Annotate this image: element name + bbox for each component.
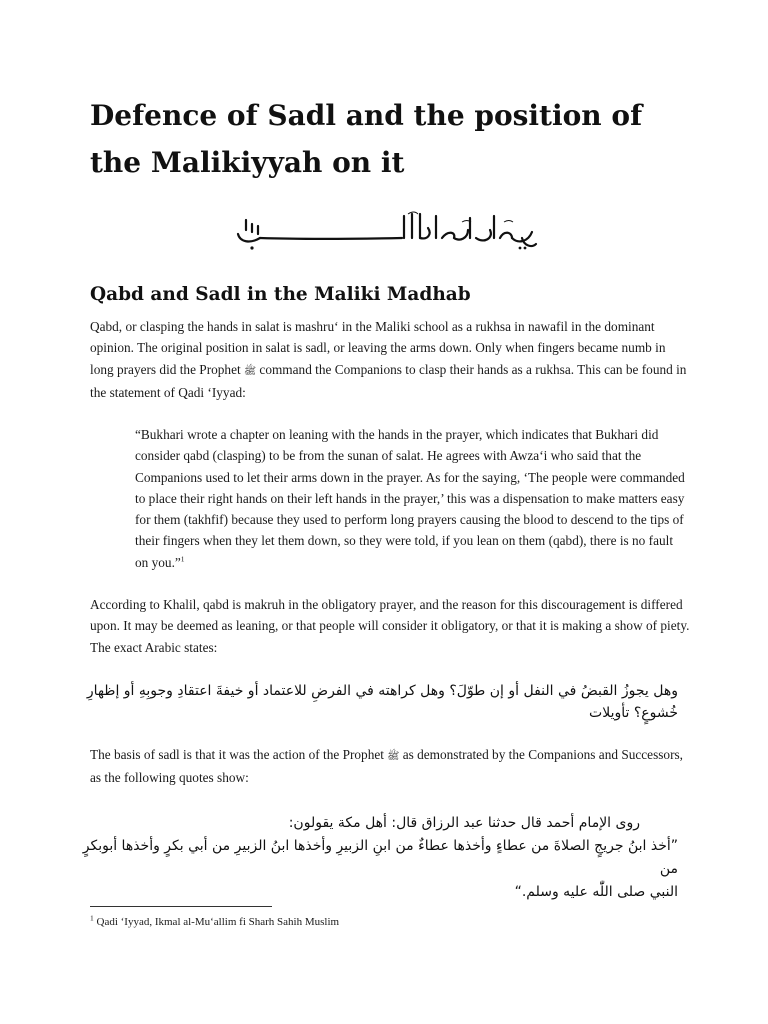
basmala-calligraphy-icon	[232, 208, 538, 252]
arabic-quote-line: روى الإمام أحمد قال حدثنا عبد الرزاق قال: أهل مكة يقولون:	[288, 815, 640, 831]
basmala-calligraphy	[232, 208, 538, 252]
paragraph-text: command the Companions to clasp their hands as a rukhsa. This can be found in the statement of Qadi ‘Iyyad:	[90, 361, 687, 400]
arabic-text-khalil: وهل يجوزُ القبضُ في النفل أو إن طوّلَ؟ وهل كراهته في الفرضِ للاعتماد أو خيفةَ اعتقادِ وجوبِهِ أو إظهارِ خُشوعٍ؟ تأويلات	[86, 683, 678, 721]
footnote-reference: 1	[180, 554, 185, 564]
quote-text: “Bukhari wrote a chapter on leaning with the hands in the prayer, which indicates that Bukhari did consider qabd (clasping) to be from the sunan of salat. He agrees with Awza‘i who said that the Companions used to let their arms down in the prayer. As for the saying, ‘The people were commanded to place their right hands on their left hands in the prayer,’ this was a dispensation to make matters easy for them (takhfif) because they used to perform long prayers causing the blood to descend to the tips of their fingers when they let them down, so they were told, if you lean on them (qabd), there is no fault on you.”	[135, 427, 685, 570]
section-heading: Qabd and Sadl in the Maliki Madhab	[90, 284, 471, 305]
paragraph-text: The basis of sadl is that it was the action of the Prophet	[90, 747, 388, 762]
arabic-quote-ahmad	[80, 812, 678, 904]
footnote-text: Qadi ‘Iyyad, Ikmal al-Mu‘allim fi Sharh Sahih Muslim	[96, 916, 340, 928]
footnote-divider	[90, 906, 272, 907]
footnote	[90, 914, 690, 930]
footnote-number: 1	[90, 913, 94, 923]
paragraph-text: as demonstrated by the Companions and Successors, as the following quotes show:	[90, 747, 683, 786]
honorific-glyph: ﷺ	[244, 365, 257, 377]
honorific-glyph: ﷺ	[387, 751, 400, 762]
page-title: Defence of Sadl and the position of the Malikiyyah on it	[90, 99, 643, 179]
paragraph-sadl-basis	[90, 744, 690, 789]
paragraph-text: Qabd, or clasping the hands in salat is mashru‘ in the Maliki school as a rukhsa in nawafil in the dominant opinion. The original position in salat is sadl, or leaving the arms down. Only when fingers became numb in long prayers did the Prophet	[90, 319, 666, 377]
arabic-quote-line: ”أخذ ابنُ جريجٍ الصلاةَ من عطاءٍ وأخذها عطاءٌ من ابنِ الزبيرِ وأخذها ابنُ الزبيرِ من أبي بكرٍ وأخذها أبوبكرٍ من	[82, 838, 678, 877]
block-quote-qadi-iyyad	[135, 424, 687, 573]
paragraph-khalil: According to Khalil, qabd is makruh in the obligatory prayer, and the reason for this discouragement is differed upon. It may be deemed as leaning, or that people will consider it obligatory, or that it is making a show of piety. The exact Arabic states:	[90, 597, 690, 655]
arabic-quote-line: النبي صلى اللّٰه عليه وسلم.“	[514, 884, 678, 900]
paragraph-qabd-intro	[90, 316, 690, 403]
